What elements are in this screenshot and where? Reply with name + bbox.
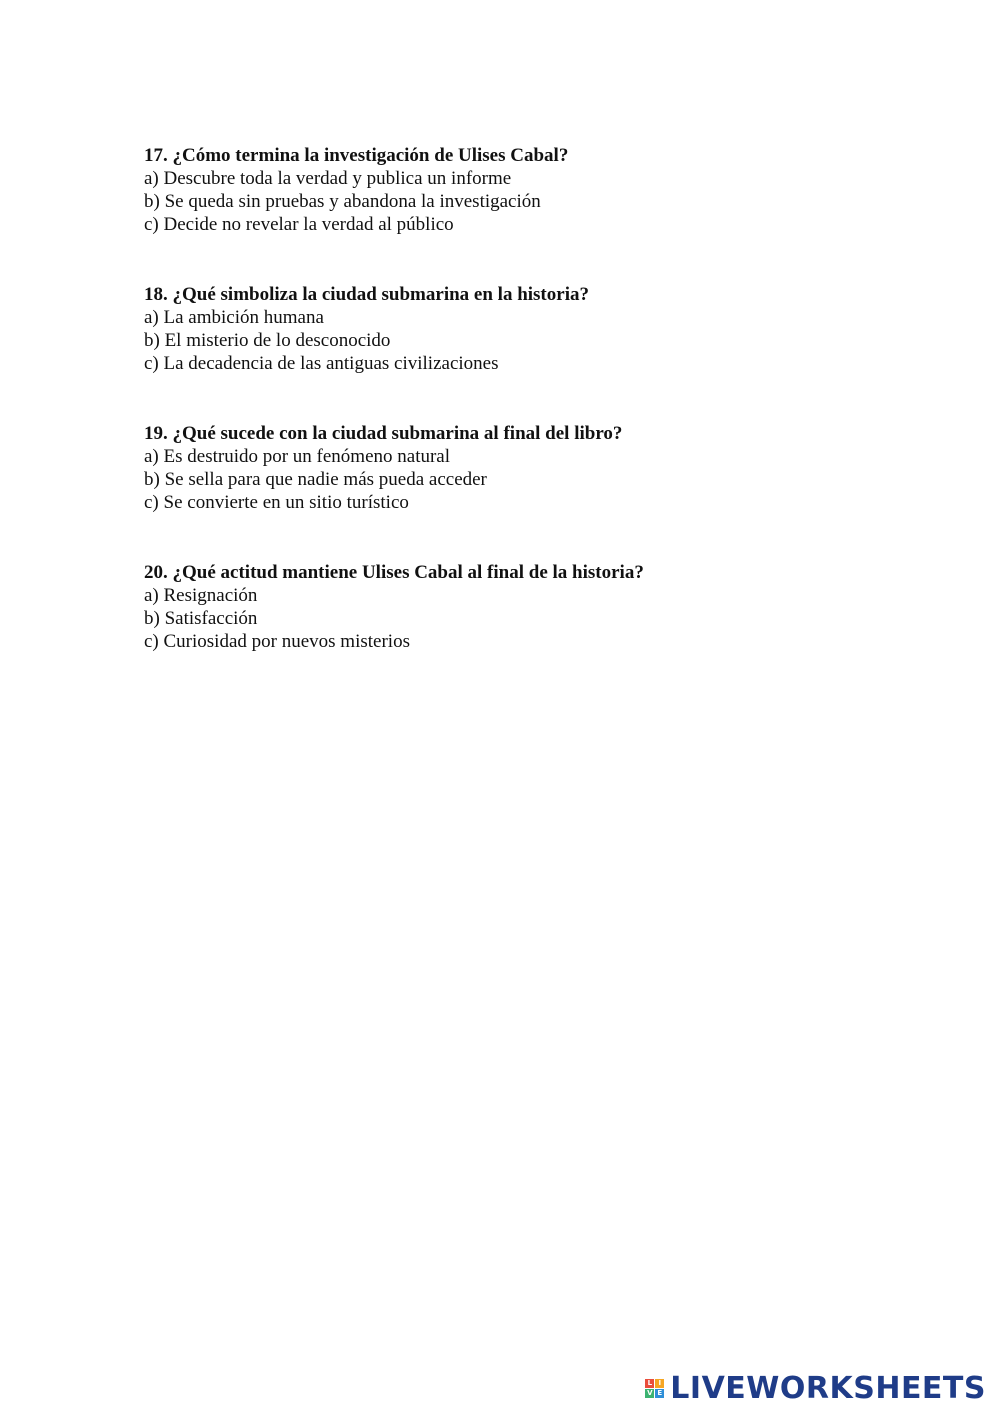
option-c: c) La decadencia de las antiguas civilizaciones — [144, 353, 499, 374]
option-a: a) Es destruido por un fenómeno natural — [144, 446, 451, 467]
question-title: 20. ¿Qué actitud mantiene Ulises Cabal al final de la historia? — [144, 562, 644, 583]
option-c: c) Decide no revelar la verdad al público — [144, 214, 454, 235]
option-a: a) La ambición humana — [144, 307, 324, 328]
question-title: 18. ¿Qué simboliza la ciudad submarina en la historia? — [144, 284, 589, 305]
question-18 — [144, 283, 904, 375]
option-b: b) El misterio de lo desconocido — [144, 330, 391, 351]
logo-text: LIVEWORKSHEETS — [670, 1371, 986, 1406]
logo-mark-cell: I — [655, 1379, 664, 1388]
option-a: a) Resignación — [144, 585, 258, 606]
option-b: b) Satisfacción — [144, 608, 258, 629]
question-17 — [144, 144, 904, 236]
question-20 — [144, 561, 904, 653]
liveworksheets-logo — [645, 1371, 986, 1406]
option-c: c) Curiosidad por nuevos misterios — [144, 631, 410, 652]
question-title: 19. ¿Qué sucede con la ciudad submarina al final del libro? — [144, 423, 623, 444]
option-a: a) Descubre toda la verdad y publica un informe — [144, 168, 512, 189]
logo-mark-icon — [645, 1379, 664, 1398]
logo-mark-cell: E — [655, 1389, 664, 1398]
question-title: 17. ¿Cómo termina la investigación de Ulises Cabal? — [144, 145, 569, 166]
option-b: b) Se queda sin pruebas y abandona la investigación — [144, 191, 541, 212]
logo-mark-cell: L — [645, 1379, 654, 1388]
question-19 — [144, 422, 904, 514]
option-c: c) Se convierte en un sitio turístico — [144, 492, 409, 513]
logo-mark-cell: V — [647, 1389, 653, 1397]
option-b: b) Se sella para que nadie más pueda acceder — [144, 469, 487, 490]
